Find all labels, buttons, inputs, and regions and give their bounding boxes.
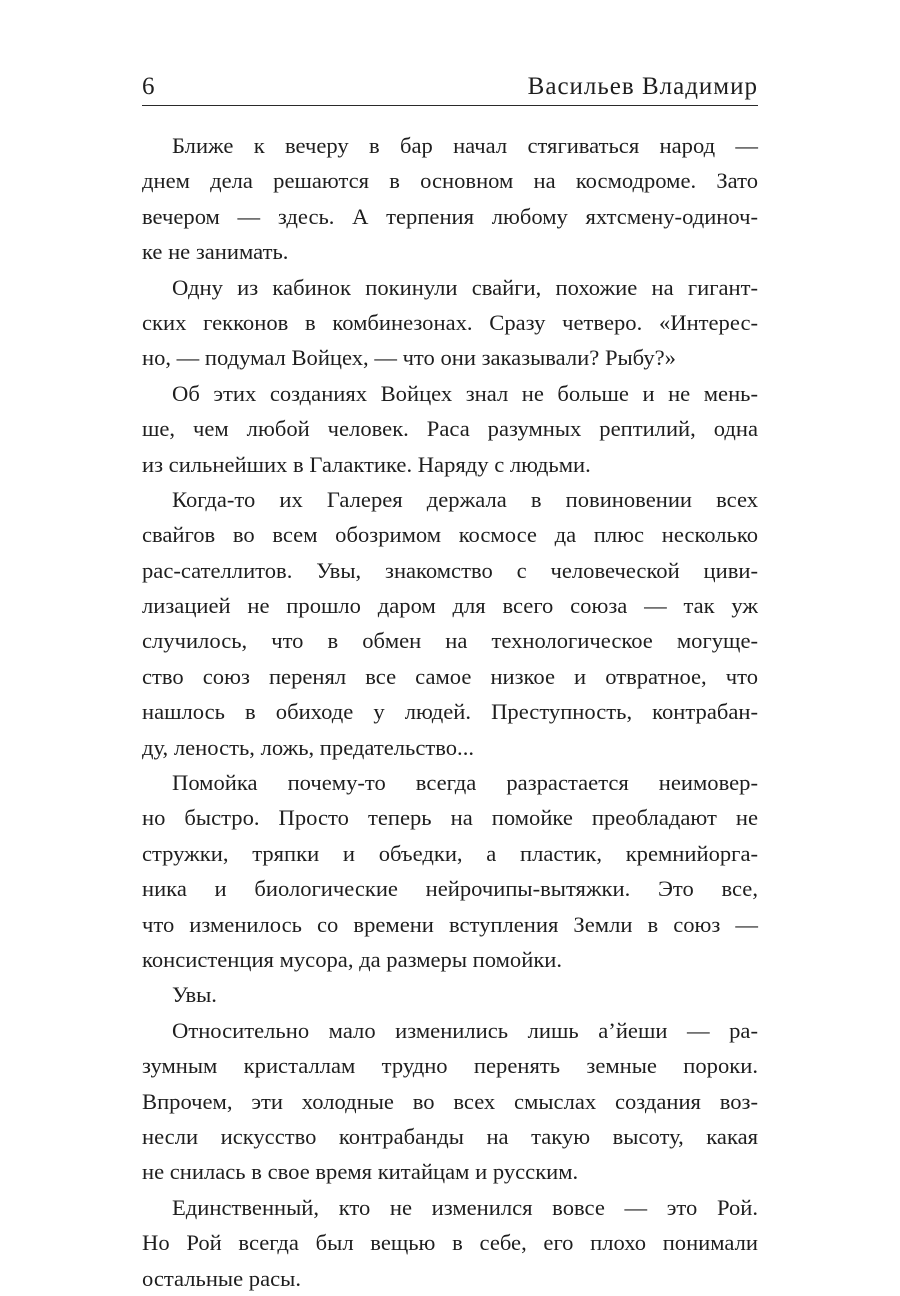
text-line: не снилась в свое время китайцам и русским. [142,1159,579,1185]
text-line: днем дела решаются в основном на космодроме. Зато [142,168,758,194]
text-line: лизацией не прошло даром для всего союза — так уж [142,593,758,619]
text-line: Впрочем, эти холодные во всех смыслах создания воз- [142,1088,758,1114]
text-line: вечером — здесь. А терпения любому яхтсмену-одиноч- [142,203,758,229]
text-line: зумным кристаллам трудно перенять земные пороки. [142,1053,758,1079]
paragraph [142,1190,758,1296]
text-line: ше, чем любой человек. Раса разумных рептилий, одна [142,416,758,442]
text-line: из сильнейших в Галактике. Наряду с людьми. [142,451,591,477]
text-line: ке не занимать. [142,239,289,265]
text-line: Единственный, кто не изменился вовсе — это Рой. [172,1194,758,1220]
text-line: ских гекконов в комбинезонах. Сразу четверо. «Интерес- [142,309,758,335]
text-line: Увы. [172,982,217,1008]
paragraph [142,482,758,765]
body-text [142,128,758,1296]
paragraph [142,765,758,977]
paragraph [142,1013,758,1190]
text-line: случилось, что в обмен на технологическое могуще- [142,628,758,654]
page-number: 6 [142,73,156,100]
text-line: рас-сателлитов. Увы, знакомство с человеческой циви- [142,557,758,583]
paragraph [142,128,758,270]
text-line: Но Рой всегда был вещью в себе, его плохо понимали [142,1230,758,1256]
book-page [142,0,758,1291]
running-head [142,70,758,104]
text-line: Ближе к вечеру в бар начал стягиваться народ — [172,133,758,158]
text-line: ника и биологические нейрочипы-вытяжки. Это все, [142,876,758,902]
text-line: Об этих созданиях Войцех знал не больше и не мень- [172,380,758,406]
text-line: нашлось в обиходе у людей. Преступность, контрабан- [142,699,758,725]
text-line: свайгов во всем обозримом космосе да плюс несколько [142,522,758,548]
text-line: что изменилось со времени вступления Земли в союз — [142,911,758,937]
text-line: остальные расы. [142,1265,301,1291]
text-line: стружки, тряпки и объедки, а пластик, кремнийорга- [142,840,758,866]
text-line: Относительно мало изменились лишь а’йеши — ра- [172,1017,758,1043]
text-line: Одну из кабинок покинули свайги, похожие на гигант- [172,274,758,300]
text-line: ство союз перенял все самое низкое и отвратное, что [142,663,758,689]
text-line: Когда-то их Галерея держала в повиновении всех [172,486,758,512]
text-line: ду, леность, ложь, предательство... [142,734,474,760]
header-rule [142,105,758,106]
paragraph [142,270,758,376]
running-head-author: Васильев Владимир [527,73,758,100]
text-line: но быстро. Просто теперь на помойке преобладают не [142,805,758,831]
paragraph [142,977,758,1012]
text-line: консистенция мусора, да размеры помойки. [142,946,563,972]
text-line: но, — подумал Войцех, — что они заказывали? Рыбу?» [142,345,676,371]
text-line: Помойка почему-то всегда разрастается неимовер- [172,770,758,796]
paragraph [142,376,758,482]
text-line: несли искусство контрабанды на такую высоту, какая [142,1123,758,1149]
